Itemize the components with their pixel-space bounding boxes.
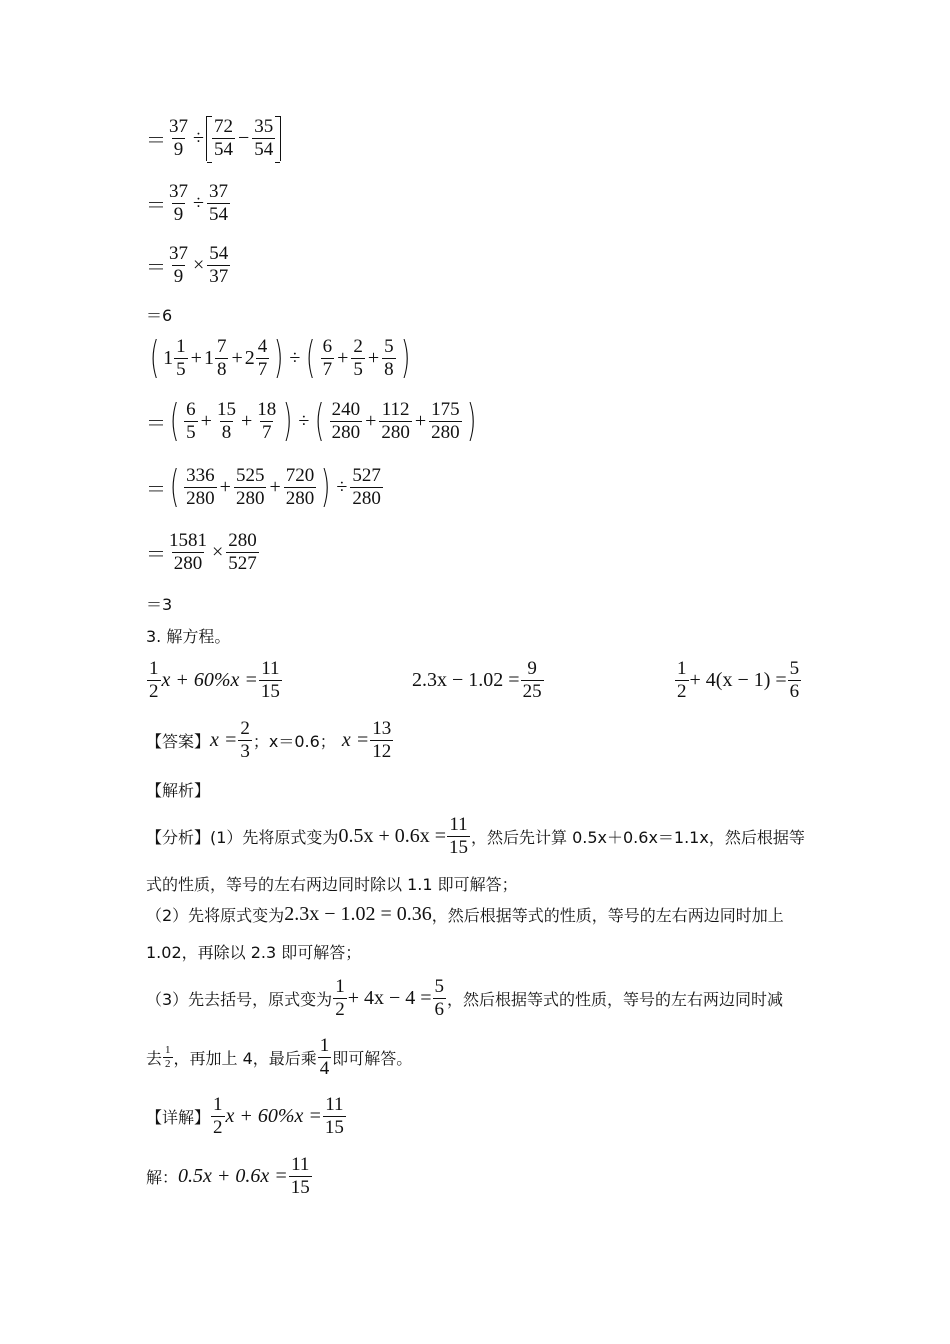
calc-line: ＝ $\frac{1581}{280}$ × $\frac{280}{527}$ — [146, 530, 257, 574]
calc-line: ＝ $\frac{37}{9}$ ÷ $\frac{72}{54}$ − $\frac{35}{54}$ — [146, 116, 281, 161]
analysis-p3: （3）先去括号，原式变为 $\frac{1}{2}$ + 4x − 4 = $\frac{5}{6}$ ，然后根据等式的性质，等号的左右两边同时减 — [146, 976, 784, 1020]
analysis-p2: （2）先将原式变为 2.3x − 1.02 = 0.36 ，然后根据等式的性质，等号的左右两边同时加上 — [146, 903, 784, 925]
calc-line: ＝ $\frac{37}{9}$ × $\frac{54}{37}$ — [146, 243, 229, 287]
calc-line: ＝ $\frac{37}{9}$ ÷ $\frac{37}{54}$ — [146, 181, 228, 225]
question-title: 3. 解方程。 — [146, 627, 231, 646]
answer-line: 【答案】 x = $\frac{2}{3}$ ；x＝0.6； x = $\frac{13}{12}$ — [146, 718, 392, 762]
calc-line: ( 1 $\frac{1}{5}$ + 1 $\frac{7}{8}$ + 2 $\frac{4}{7}$ ) ÷ ( $\frac{6}{7}$ + $\frac{2}{5}$ + $\frac{5}{8}$ ) — [149, 332, 410, 384]
analysis-p2-cont: 1.02，再除以 2.3 即可解答； — [146, 943, 362, 962]
analysis-p4: 去 $\frac{1}{2}$ ，再加上 4，最后乘 $\frac{1}{4}$ 即可解答。 — [146, 1035, 413, 1079]
calc-line: ＝ ( $\frac{336}{280}$ + $\frac{525}{280}$ + $\frac{720}{280}$ ) ÷ $\frac{527}{280}$ — [146, 461, 381, 513]
equation-2: 2.3x − 1.02 = $\frac{9}{25}$ — [412, 658, 542, 702]
equation-3: $\frac{1}{2}$ + 4(x − 1) = $\frac{5}{6}$ — [677, 658, 800, 702]
equation-1: $\frac{1}{2}$ x + 60%x = $\frac{11}{15}$ — [149, 658, 280, 702]
calc-result: ＝6 — [146, 306, 173, 325]
detail-line: 【详解】 $\frac{1}{2}$ x + 60%x = $\frac{11}{15}$ — [146, 1094, 344, 1138]
analysis-p1-cont: 式的性质，等号的左右两边同时除以 1.1 即可解答； — [146, 875, 518, 894]
calc-line: ＝ ( $\frac{6}{5}$ + $\frac{15}{8}$ + $\frac{18}{7}$ ) ÷ ( $\frac{240}{280}$ + $\frac{112}{280}$ + $\frac{175}{280}$ ) — [146, 395, 476, 447]
analysis-label: 【解析】 — [146, 781, 211, 800]
calc-result: ＝3 — [146, 595, 173, 614]
solution-line: 解： 0.5x + 0.6x = $\frac{11}{15}$ — [146, 1154, 310, 1198]
analysis-p1: 【分析】(1）先将原式变为 0.5x + 0.6x = $\frac{11}{15}$ ，然后先计算 0.5x＋0.6x＝1.1x，然后根据等 — [146, 814, 805, 858]
fraction: $\frac{37}{9}$ — [169, 116, 188, 160]
square-bracket: $\frac{72}{54}$ − $\frac{35}{54}$ — [206, 116, 281, 161]
